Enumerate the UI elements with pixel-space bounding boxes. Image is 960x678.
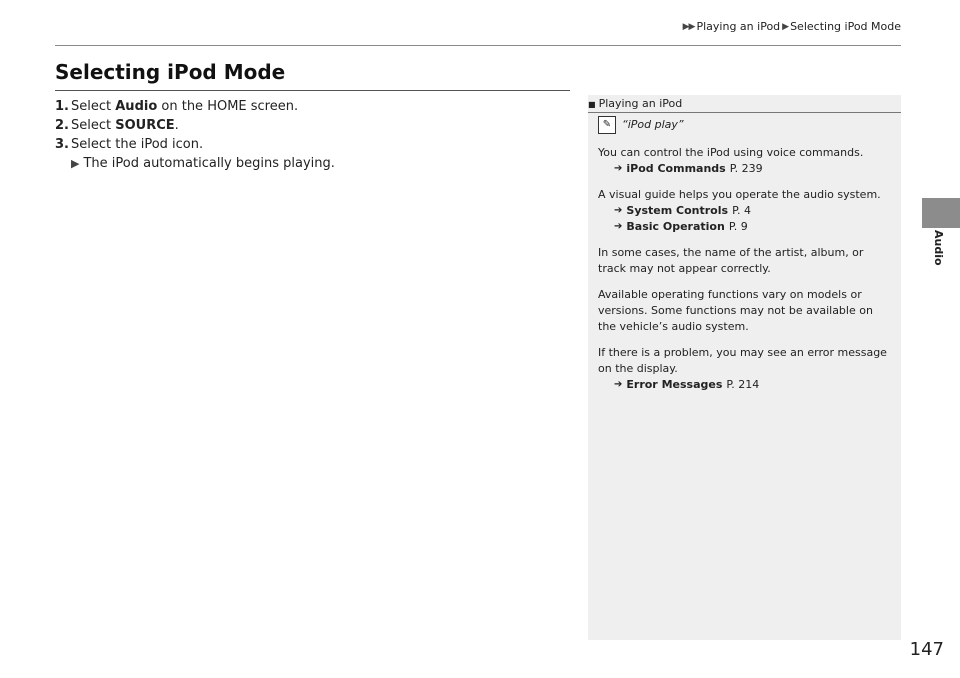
step-text: Select [71, 99, 116, 114]
step-text: Select the iPod icon. [71, 137, 204, 152]
note-marker-icon: ■ [588, 100, 596, 109]
voice-command-row [598, 115, 893, 135]
header-divider [55, 45, 901, 46]
breadcrumb-item-current: Selecting iPod Mode [790, 20, 901, 33]
reference-page: P. 9 [728, 220, 748, 233]
title-divider [55, 90, 570, 91]
reference-page: P. 239 [729, 162, 763, 175]
voice-command-text: “iPod play” [622, 118, 684, 131]
voice-command-icon: ✎ [598, 116, 616, 134]
cross-reference[interactable] [598, 219, 893, 235]
note-panel [588, 95, 901, 640]
note-paragraph: You can control the iPod using voice commands. [598, 146, 864, 159]
note-paragraph: If there is a problem, you may see an error message on the display. [598, 346, 887, 375]
step-number: 1. [55, 99, 69, 114]
step-result [55, 154, 555, 173]
step-text: on the HOME screen. [157, 99, 299, 114]
step-item [55, 97, 555, 116]
breadcrumb-item-section[interactable]: Playing an iPod [696, 20, 781, 33]
note-body [598, 115, 893, 393]
step-text: . [174, 118, 179, 133]
note-heading [588, 95, 901, 113]
cross-reference[interactable] [598, 161, 893, 177]
step-list [55, 97, 555, 173]
side-tab [922, 0, 960, 678]
reference-arrow-icon: ➔ [614, 379, 623, 390]
breadcrumb-arrow-icon: ▶ [782, 21, 789, 32]
reference-title[interactable]: System Controls [626, 204, 729, 217]
page-number: 147 [909, 639, 944, 660]
note-heading-text: Playing an iPod [598, 97, 683, 110]
step-text: Select [71, 118, 116, 133]
reference-arrow-icon: ➔ [614, 163, 623, 174]
reference-arrow-icon: ➔ [614, 221, 623, 232]
note-paragraph: In some cases, the name of the artist, album, or track may not appear correctly. [598, 246, 864, 275]
reference-title[interactable]: Error Messages [626, 378, 723, 391]
reference-title[interactable]: iPod Commands [626, 162, 726, 175]
step-item [55, 116, 555, 135]
reference-arrow-icon: ➔ [614, 205, 623, 216]
cross-reference[interactable] [598, 377, 893, 393]
result-text: The iPod automatically begins playing. [83, 156, 335, 171]
step-keyword: Audio [115, 99, 158, 114]
step-item [55, 135, 555, 154]
side-tab-label: Audio [932, 230, 945, 266]
step-keyword: SOURCE [115, 118, 175, 133]
reference-page: P. 214 [726, 378, 760, 391]
reference-page: P. 4 [732, 204, 751, 217]
reference-title[interactable]: Basic Operation [626, 220, 725, 233]
page-title: Selecting iPod Mode [55, 60, 286, 84]
breadcrumb [683, 20, 901, 33]
cross-reference[interactable] [598, 203, 893, 219]
side-tab-marker [922, 198, 960, 228]
result-arrow-icon: ▶ [71, 157, 80, 170]
note-paragraph: A visual guide helps you operate the audio system. [598, 188, 881, 201]
breadcrumb-arrow-icon: ▶▶ [682, 21, 695, 32]
step-number: 3. [55, 137, 69, 152]
note-paragraph: Available operating functions vary on models or versions. Some functions may not be available on the vehicle’s audio system. [598, 288, 873, 333]
step-number: 2. [55, 118, 69, 133]
